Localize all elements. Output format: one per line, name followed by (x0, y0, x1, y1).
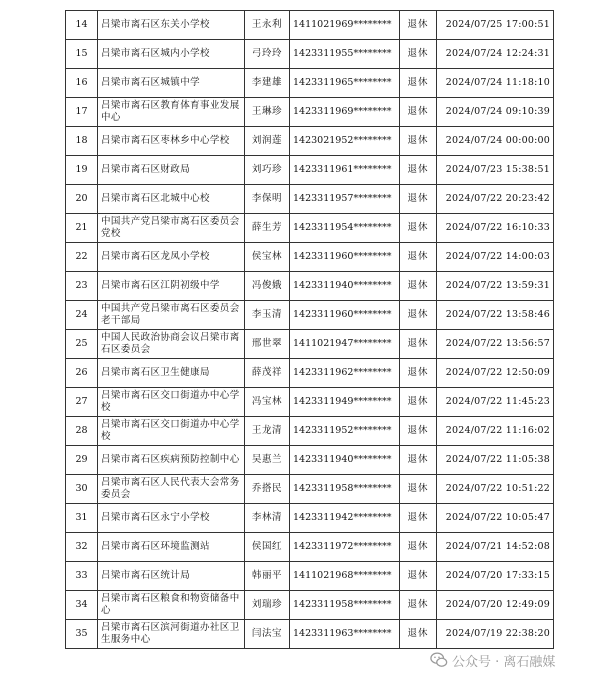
row-name: 刘瑞珍 (245, 591, 290, 620)
row-index: 23 (66, 272, 98, 301)
row-timestamp: 2024/07/22 11:45:23 (437, 388, 554, 417)
row-name: 吴惠兰 (245, 446, 290, 475)
watermark-text: 公众号 · 离石融媒 (452, 654, 556, 670)
row-id-number: 1423311940******** (290, 446, 400, 475)
row-id-number: 1423311952******** (290, 417, 400, 446)
row-type: 退休 (400, 330, 437, 359)
wechat-icon (430, 651, 448, 669)
row-unit: 吕梁市离石区交口街道办中心学校 (98, 417, 245, 446)
row-unit: 吕梁市离石区卫生健康局 (98, 359, 245, 388)
row-unit: 吕梁市离石区教育体育事业发展中心 (98, 98, 245, 127)
row-timestamp: 2024/07/24 00:00:00 (437, 127, 554, 156)
row-unit: 吕梁市离石区枣林乡中心学校 (98, 127, 245, 156)
row-index: 22 (66, 243, 98, 272)
row-timestamp: 2024/07/24 09:10:39 (437, 98, 554, 127)
row-name: 弓玲玲 (245, 40, 290, 69)
table-row (66, 591, 554, 620)
row-timestamp: 2024/07/25 17:00:51 (437, 11, 554, 40)
row-unit: 吕梁市离石区滨河街道办社区卫生服务中心 (98, 620, 245, 649)
row-id-number: 1423311962******** (290, 359, 400, 388)
row-timestamp: 2024/07/22 11:16:02 (437, 417, 554, 446)
row-name: 王龙清 (245, 417, 290, 446)
row-id-number: 1423311940******** (290, 272, 400, 301)
row-type: 退休 (400, 446, 437, 475)
table-row (66, 214, 554, 243)
row-timestamp: 2024/07/20 17:33:15 (437, 562, 554, 591)
row-timestamp: 2024/07/22 20:23:42 (437, 185, 554, 214)
row-unit: 吕梁市离石区粮食和物资储备中心 (98, 591, 245, 620)
row-unit: 吕梁市离石区城内小学校 (98, 40, 245, 69)
table-body (66, 11, 554, 649)
row-id-number: 1411021947******** (290, 330, 400, 359)
row-index: 24 (66, 301, 98, 330)
row-id-number: 1423311960******** (290, 243, 400, 272)
row-name: 李保明 (245, 185, 290, 214)
row-id-number: 1423311942******** (290, 504, 400, 533)
row-index: 21 (66, 214, 98, 243)
row-type: 退休 (400, 475, 437, 504)
row-id-number: 1423311954******** (290, 214, 400, 243)
row-name: 薛生芳 (245, 214, 290, 243)
table-row (66, 388, 554, 417)
row-name: 闫法宝 (245, 620, 290, 649)
table-row (66, 127, 554, 156)
table-row (66, 533, 554, 562)
row-name: 王琳珍 (245, 98, 290, 127)
row-name: 李玉清 (245, 301, 290, 330)
table-row (66, 272, 554, 301)
row-unit: 吕梁市离石区龙凤小学校 (98, 243, 245, 272)
table-row (66, 475, 554, 504)
row-type: 退休 (400, 620, 437, 649)
row-id-number: 1423311957******** (290, 185, 400, 214)
row-id-number: 1423311960******** (290, 301, 400, 330)
row-timestamp: 2024/07/23 15:38:51 (437, 156, 554, 185)
table-row (66, 98, 554, 127)
table-row (66, 504, 554, 533)
row-type: 退休 (400, 243, 437, 272)
row-type: 退休 (400, 98, 437, 127)
row-name: 李林清 (245, 504, 290, 533)
row-unit: 中国共产党吕梁市离石区委员会老干部局 (98, 301, 245, 330)
row-unit: 吕梁市离石区财政局 (98, 156, 245, 185)
row-type: 退休 (400, 40, 437, 69)
row-index: 33 (66, 562, 98, 591)
row-timestamp: 2024/07/19 22:38:20 (437, 620, 554, 649)
row-timestamp: 2024/07/21 14:52:08 (437, 533, 554, 562)
row-timestamp: 2024/07/22 10:05:47 (437, 504, 554, 533)
table-row (66, 446, 554, 475)
row-unit: 吕梁市离石区永宁小学校 (98, 504, 245, 533)
row-timestamp: 2024/07/22 10:51:22 (437, 475, 554, 504)
row-id-number: 1423311958******** (290, 591, 400, 620)
row-name: 邢世翠 (245, 330, 290, 359)
row-timestamp: 2024/07/24 11:18:10 (437, 69, 554, 98)
row-name: 李建雄 (245, 69, 290, 98)
row-id-number: 1423021952******** (290, 127, 400, 156)
row-type: 退休 (400, 591, 437, 620)
row-unit: 吕梁市离石区交口街道办中心学校 (98, 388, 245, 417)
row-type: 退休 (400, 359, 437, 388)
row-index: 15 (66, 40, 98, 69)
row-type: 退休 (400, 272, 437, 301)
table-row (66, 301, 554, 330)
row-id-number: 1411021969******** (290, 11, 400, 40)
row-index: 28 (66, 417, 98, 446)
row-timestamp: 2024/07/22 14:00:03 (437, 243, 554, 272)
row-unit: 吕梁市离石区东关小学校 (98, 11, 245, 40)
row-unit: 吕梁市离石区城镇中学 (98, 69, 245, 98)
row-unit: 吕梁市离石区疾病预防控制中心 (98, 446, 245, 475)
table-row (66, 156, 554, 185)
row-type: 退休 (400, 301, 437, 330)
row-unit: 吕梁市离石区人民代表大会常务委员会 (98, 475, 245, 504)
row-index: 32 (66, 533, 98, 562)
row-type: 退休 (400, 127, 437, 156)
row-timestamp: 2024/07/22 11:05:38 (437, 446, 554, 475)
row-name: 刘润莲 (245, 127, 290, 156)
row-unit: 吕梁市离石区统计局 (98, 562, 245, 591)
table-row (66, 417, 554, 446)
row-type: 退休 (400, 388, 437, 417)
row-name: 乔搭民 (245, 475, 290, 504)
row-unit: 吕梁市离石区北城中心校 (98, 185, 245, 214)
row-index: 29 (66, 446, 98, 475)
row-type: 退休 (400, 214, 437, 243)
row-unit: 吕梁市离石区环境监测站 (98, 533, 245, 562)
row-index: 34 (66, 591, 98, 620)
row-type: 退休 (400, 69, 437, 98)
row-index: 18 (66, 127, 98, 156)
row-index: 16 (66, 69, 98, 98)
row-name: 冯俊娥 (245, 272, 290, 301)
row-name: 王永利 (245, 11, 290, 40)
row-index: 31 (66, 504, 98, 533)
table-row (66, 562, 554, 591)
table-row (66, 40, 554, 69)
row-type: 退休 (400, 562, 437, 591)
row-id-number: 1423311963******** (290, 620, 400, 649)
row-id-number: 1423311965******** (290, 69, 400, 98)
retiree-table (65, 10, 554, 649)
row-id-number: 1423311949******** (290, 388, 400, 417)
table-row (66, 359, 554, 388)
row-id-number: 1423311969******** (290, 98, 400, 127)
row-index: 20 (66, 185, 98, 214)
row-timestamp: 2024/07/22 16:10:33 (437, 214, 554, 243)
row-id-number: 1423311972******** (290, 533, 400, 562)
row-name: 侯宝林 (245, 243, 290, 272)
table-row (66, 185, 554, 214)
row-type: 退休 (400, 417, 437, 446)
table-row (66, 330, 554, 359)
row-index: 26 (66, 359, 98, 388)
row-type: 退休 (400, 185, 437, 214)
row-timestamp: 2024/07/22 13:59:31 (437, 272, 554, 301)
row-name: 薛茂祥 (245, 359, 290, 388)
row-index: 27 (66, 388, 98, 417)
row-timestamp: 2024/07/22 13:56:57 (437, 330, 554, 359)
row-index: 25 (66, 330, 98, 359)
row-timestamp: 2024/07/24 12:24:31 (437, 40, 554, 69)
row-timestamp: 2024/07/22 12:50:09 (437, 359, 554, 388)
table-row (66, 243, 554, 272)
table-row (66, 69, 554, 98)
row-id-number: 1423311958******** (290, 475, 400, 504)
watermark (430, 648, 610, 672)
row-unit: 中国共产党吕梁市离石区委员会党校 (98, 214, 245, 243)
row-id-number: 1411021968******** (290, 562, 400, 591)
row-timestamp: 2024/07/22 13:58:46 (437, 301, 554, 330)
row-name: 侯国红 (245, 533, 290, 562)
row-id-number: 1423311955******** (290, 40, 400, 69)
table-row (66, 11, 554, 40)
row-name: 刘巧珍 (245, 156, 290, 185)
row-index: 19 (66, 156, 98, 185)
row-unit: 中国人民政治协商会议吕梁市离石区委员会 (98, 330, 245, 359)
row-type: 退休 (400, 533, 437, 562)
row-index: 35 (66, 620, 98, 649)
row-timestamp: 2024/07/20 12:49:09 (437, 591, 554, 620)
row-type: 退休 (400, 504, 437, 533)
row-name: 韩丽平 (245, 562, 290, 591)
row-name: 冯宝林 (245, 388, 290, 417)
row-index: 30 (66, 475, 98, 504)
table-row (66, 620, 554, 649)
row-index: 14 (66, 11, 98, 40)
row-index: 17 (66, 98, 98, 127)
row-type: 退休 (400, 156, 437, 185)
row-id-number: 1423311961******** (290, 156, 400, 185)
row-type: 退休 (400, 11, 437, 40)
row-unit: 吕梁市离石区江阴初级中学 (98, 272, 245, 301)
